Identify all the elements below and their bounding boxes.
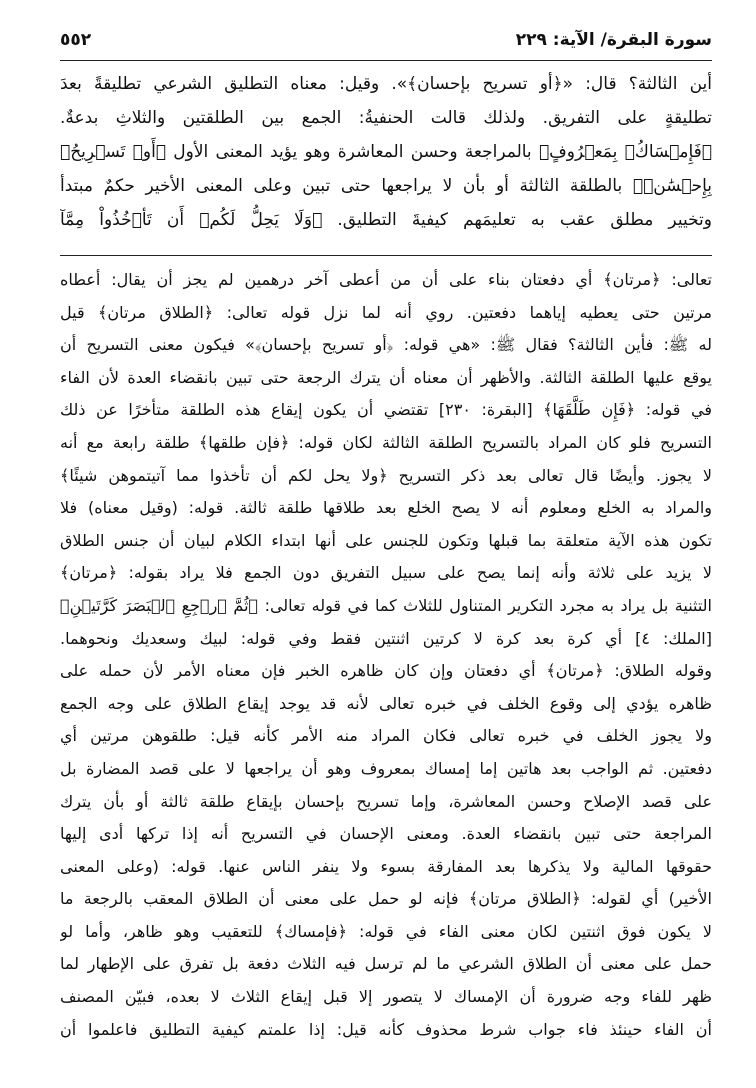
- text-line: الأخير) أي لقوله: ﴿الطلاق مرتان﴾ فإنه لو حمل على معنى أن الطلاق المعقب بالرجعة ما: [60, 889, 712, 909]
- text-line: [الملك: ٤] أي كرة بعد كرة لا كرتين اثنتين فقط وفي قوله: لبيك وسعديك ونحوهما.: [60, 628, 712, 648]
- text-line: دفعتين. ثم الواجب بعد هاتين إما إمساك بمعروف وهو أن يراجعها لا على قصد المضارة بل: [60, 758, 712, 778]
- text-line: ظاهره يؤدي إلى وقوع الخلف في خبره تعالى لأنه قد يوجد إيقاع الطلاق على وجه الجمع: [60, 693, 712, 713]
- surah-verse-title: سورة البقرة/ الآية: ٢٢٩: [515, 30, 712, 50]
- text-line: لا يزيد على ثلاثة وأنه إنما يصح على سبيل التفريق دون الجمع فلا يراد بقوله: ﴿مرتان﴾: [60, 563, 712, 583]
- text-line: حقوقها المالية ولا يذكرها بعد المفارقة بسوء ولا ينفر الناس عنها. قوله: (وعلى المعنى: [60, 856, 712, 876]
- page-header: [60, 30, 712, 61]
- text-line: التثنية بل يراد به مجرد التكرير المتناول للثلاث كما في قوله تعالى: ﴿ثُمَّ ٱرۡجِعِ ٱلۡبَصَرَ كَرَّتَيۡنِ﴾: [60, 595, 712, 615]
- text-line: على قصد الإصلاح وحسن المعاشرة، وإما تسريح بإحسان بإيقاع طلقة ثالثة أو بأن يترك: [60, 791, 712, 811]
- text-line: وقوله الطلاق: ﴿مرتان﴾ أي دفعتان وإن كان ظاهره الخبر فإن معناه الأمر لأن حمله على: [60, 661, 712, 681]
- text-line: تعالى: ﴿مرتان﴾ أي دفعتان بناء على أن من أعطى آخر درهمين لم يجز أن يقال: أعطاه: [60, 270, 712, 289]
- tafsir-main-text: [60, 67, 712, 237]
- text-line: لا يكون فوق اثنتين لكان معنى الفاء في قوله: ﴿فإمساك﴾ للتعقيب وهو ظاهر، وأما لو: [60, 921, 712, 941]
- text-line: في قوله: ﴿فَإِن طَلَّقَهَا﴾ [البقرة: ٢٣٠] تقتضي أن يكون إيقاع هذه الطلقة متأخرًا عن ذلك: [60, 400, 712, 420]
- text-line: مرتين حتى يعطيه إياهما دفعتين. روي أنه لما نزل قوله تعالى: ﴿الطلاق مرتان﴾ قيل: [60, 302, 712, 322]
- text-line: له ﷺ: فأين الثالثة؟ فقال ﷺ: «هي قوله: ﴿أو تسريح بإحسان﴾» فيكون معنى التسريح أن: [60, 335, 712, 355]
- text-line: وتخيير مطلق عقب به تعليمَهم كيفيةَ التطليق. ﴿وَلَا يَحِلُّ لَكُمۡ أَن تَأۡخُذُواْ مِمَّآ: [60, 210, 712, 230]
- text-line: التسريح فلو كان المراد بالتسريح الطلقة الثالثة لكان قوله: ﴿فإن طلقها﴾ طلقة رابعة مع أنه: [60, 432, 712, 452]
- text-line: تكون هذه الآية متعلقة بما قبلها وتكون للجنس على أنها ابتداء الكلام لبيان أن جنس الطلاق: [60, 530, 712, 550]
- text-line: المراجعة حتى تبين بانقضاء العدة. ومعنى الإحسان في التسريح أنه إذا تركها أدى إليها: [60, 824, 712, 844]
- text-line: أين الثالثة؟ قال: «﴿أو تسريح بإحسان﴾». وقيل: معناه التطليق الشرعي تطليقةً بعدَ: [60, 74, 712, 94]
- text-line: ظهر للفاء وجه ضرورة أن الإمساك لا يتصور إلا قبل إيقاع الثلاث لا بعده، فبيّن المصنف: [60, 987, 712, 1007]
- text-line: والمراد به الخلع ومعلوم أنه لا يصح الخلع بعد طلاقها طلقة ثالثة. قوله: (وقيل معناه) فلا: [60, 498, 712, 518]
- text-line: ﴿فَإِمۡسَاكُۢ بِمَعۡرُوفٍ﴾ بالمراجعة وحسن المعاشرة وهو يؤيد المعنى الأول ﴿أَوۡ تَسۡرِيحُۢ: [60, 142, 712, 162]
- commentary-text: [60, 264, 712, 1046]
- text-line: بِإِحۡسَٰنٖ﴾ بالطلقة الثالثة أو بأن لا يراجعها حتى تبين وعلى المعنى الأخير حكمٌ مبتدأ: [60, 176, 712, 196]
- text-line: تطليقةٍ على التفريق. ولذلك قالت الحنفيةُ: الجمع بين الطلقتين والثلاثِ بدعةٌ.: [60, 108, 712, 128]
- page-number: ٥٥٢: [60, 30, 92, 50]
- text-line: ولا يجوز الخلف في خبره تعالى فكان المراد منه الأمر كأنه قيل: طلقوهن مرتين أي: [60, 726, 712, 746]
- book-page: [60, 30, 712, 1070]
- text-line: أن الفاء حينئذ فاء جواب شرط محذوف كأنه قيل: إذا علمتم كيفية التطليق فاعلموا أن: [60, 1019, 712, 1039]
- section-divider: [60, 255, 712, 256]
- text-line: يوقع عليها الطلقة الثالثة. والأظهر أن معناه أن يترك الرجعة حتى تبين بانقضاء العدة لأن الفاء: [60, 367, 712, 387]
- text-line: حمل على معنى أن الطلاق الشرعي ما لم ترسل فيه الثلاث دفعة بل تفرق على الإطهار لما: [60, 954, 712, 974]
- text-line: لا يجوز. وأيضًا قال تعالى بعد ذكر التسريح ﴿ولا يحل لكم أن تأخذوا مما آتيتموهن شيئًا﴾: [60, 465, 712, 485]
